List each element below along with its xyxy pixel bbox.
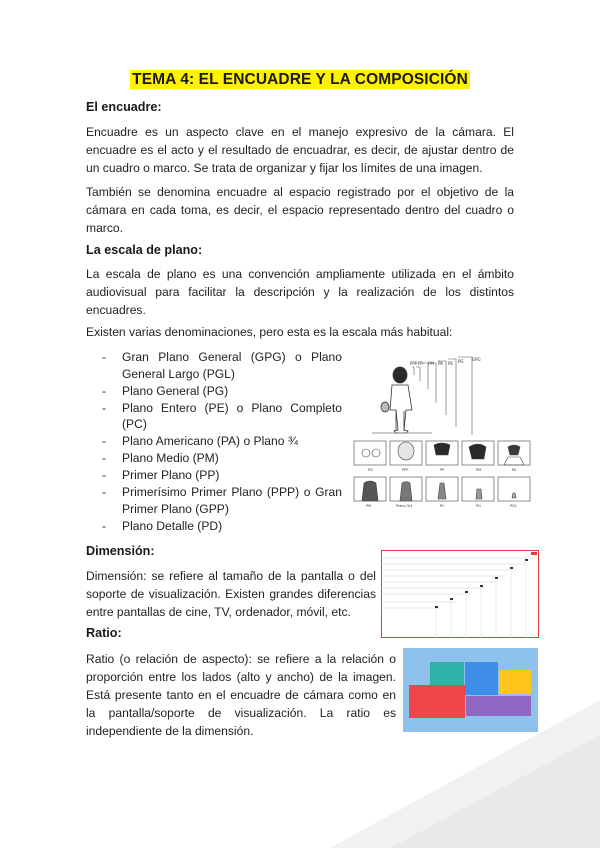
list-item: - Primer Plano (PP) xyxy=(100,467,342,484)
shot-scale-figure xyxy=(352,355,534,510)
list-item: - Gran Plano General (GPG) o Plano General Largo (PGL) xyxy=(100,349,342,382)
list-item: - Plano Americano (PA) o Plano ¾ xyxy=(100,433,342,450)
scale-label: PPP xyxy=(402,468,409,472)
scale-label: PM xyxy=(428,361,434,366)
ratio-box-yellow xyxy=(499,670,531,694)
scale-label: PP xyxy=(440,468,445,472)
ratio-box-purple xyxy=(466,696,531,716)
paragraph-encuadre-1: Encuadre es un aspecto clave en el manejo expresivo de la cámara. El encuadre es el acto y el resultado de encuadrar, es decir, de ajustar dentro de un cuadro o marco. Se trata de organizar y fijar los límites de una imagen. xyxy=(86,125,514,175)
list-item: - Plano General (PG) xyxy=(100,383,342,400)
scale-label: PG xyxy=(458,359,464,364)
list-item: - Plano Entero (PE) o Plano Completo (PC) xyxy=(100,400,342,433)
paragraph-escala-2: Existen varias denominaciones, pero esta es la escala más habitual: xyxy=(86,325,453,339)
scale-label: PC xyxy=(440,504,445,508)
scale-label: PM xyxy=(366,504,372,508)
page-title xyxy=(0,71,600,89)
shot-scale-list xyxy=(100,349,342,535)
heading-ratio: Ratio: xyxy=(86,626,122,640)
scale-label: Plano 3/4 xyxy=(396,504,413,508)
list-item: - Primerísimo Primer Plano (PPP) o Gran Primer Plano (GPP) xyxy=(100,484,342,517)
heading-escala: La escala de plano: xyxy=(86,243,203,257)
thumbnail-row-2 xyxy=(354,477,530,501)
title-text: TEMA 4: EL ENCUADRE Y LA COMPOSICIÓN xyxy=(132,71,468,88)
scale-label: PPP xyxy=(410,361,418,366)
ratio-box-teal xyxy=(430,662,464,688)
scale-label: PA xyxy=(438,361,443,366)
aspect-ratio-figure xyxy=(403,648,538,732)
ratio-box-blue xyxy=(465,662,498,695)
ratio-box-red xyxy=(409,685,465,718)
paragraph-encuadre-2: También se denomina encuadre al espacio registrado por el objetivo de la cámara en cada toma, es decir, el espacio representado dentro del cuadro o marco. xyxy=(86,185,514,235)
heading-encuadre: El encuadre: xyxy=(86,100,162,114)
scale-label: PGL xyxy=(510,504,517,508)
scale-label: PM xyxy=(476,468,482,472)
scale-label: PG xyxy=(476,504,481,508)
heading-dimension: Dimensión: xyxy=(86,544,155,558)
paragraph-dimension: Dimensión: se refiere al tamaño de la pantalla o del soporte de visualización. Existen grandes diferencias entre pantallas de cine, TV, ordenador, móvil, etc. xyxy=(86,569,376,619)
scale-label: PD xyxy=(368,468,373,472)
paragraph-ratio: Ratio (o relación de aspecto): se refiere a la relación o proporción entre los lados (alto y ancho) de la imagen. Está presente tanto en el encuadre de cámara como en la pantalla/soporte de visualización. La ratio es independiente de la dimensión. xyxy=(86,652,396,738)
screen-size-accent xyxy=(531,552,537,555)
list-item: - Plano Medio (PM) xyxy=(100,450,342,467)
scale-label: GPG xyxy=(472,357,481,362)
list-item: - Plano Detalle (PD) xyxy=(100,518,342,535)
paragraph-escala-1: La escala de plano es una convención ampliamente utilizada en el ámbito audiovisual para facilitar la descripción y la realización de los distintos encuadres. xyxy=(86,267,514,317)
scale-label: PA xyxy=(512,468,517,472)
thumbnail-row-1 xyxy=(354,441,530,465)
screen-size-figure xyxy=(381,550,539,638)
scale-label: PP xyxy=(418,361,423,366)
scale-label: PE xyxy=(448,361,453,366)
